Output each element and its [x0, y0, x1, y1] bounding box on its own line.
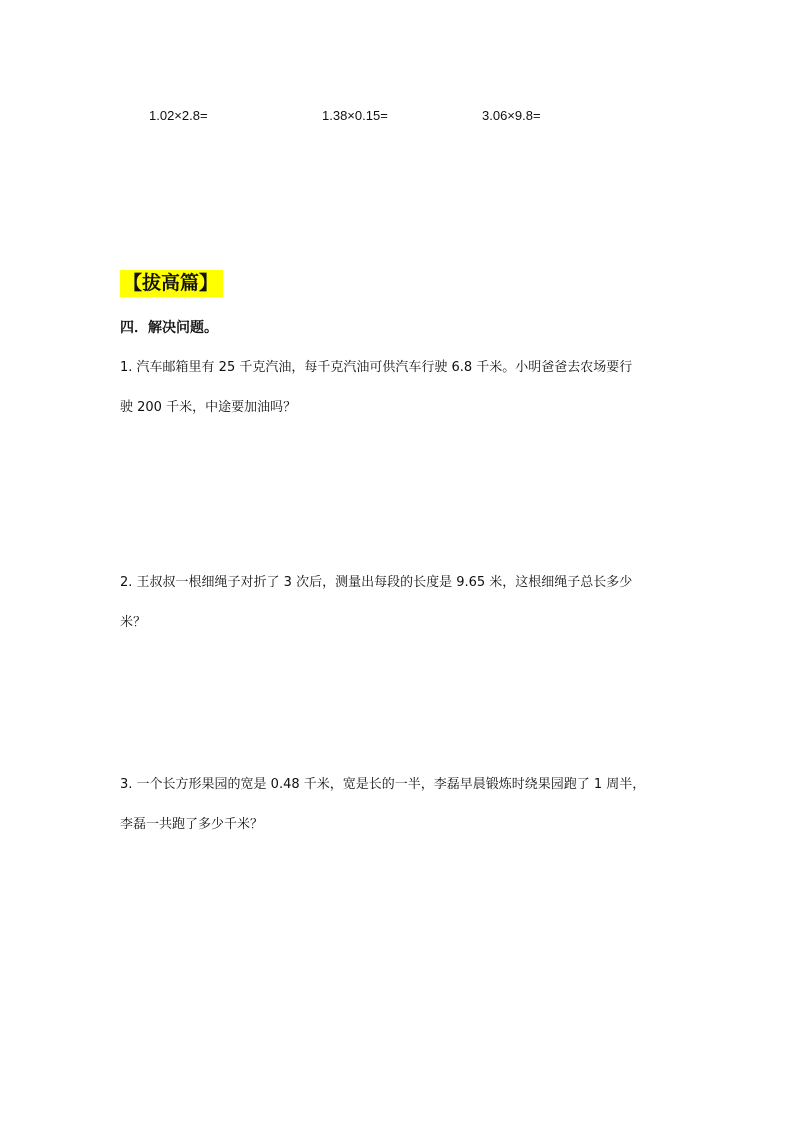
- question-2: [120, 563, 700, 643]
- question-line: 驶 200 千米，中途要加油吗？: [120, 400, 297, 415]
- calculation-item: 3.06×9.8=: [482, 108, 541, 123]
- calculation-row: [0, 108, 794, 128]
- question-3: [120, 765, 700, 845]
- question-1: [120, 348, 700, 428]
- question-line: 李磊一共跑了多少千米？: [120, 817, 264, 832]
- question-line: 米？: [120, 615, 147, 630]
- section-title: 四．解决问题。: [120, 320, 218, 336]
- section-banner: 【拔高篇】: [120, 270, 223, 297]
- question-line: 3. 一个长方形果园的宽是 0.48 千米，宽是长的一半，李磊早晨锻炼时绕果园跑了 1 周半，: [120, 777, 646, 792]
- question-line: 2. 王叔叔一根细绳子对折了 3 次后，测量出每段的长度是 9.65 米，这根细绳子总长多少: [120, 575, 633, 590]
- calculation-item: 1.38×0.15=: [322, 108, 388, 123]
- question-line: 1. 汽车邮箱里有 25 千克汽油，每千克汽油可供汽车行驶 6.8 千米。小明爸爸去农场要行: [120, 360, 633, 375]
- calculation-item: 1.02×2.8=: [149, 108, 208, 123]
